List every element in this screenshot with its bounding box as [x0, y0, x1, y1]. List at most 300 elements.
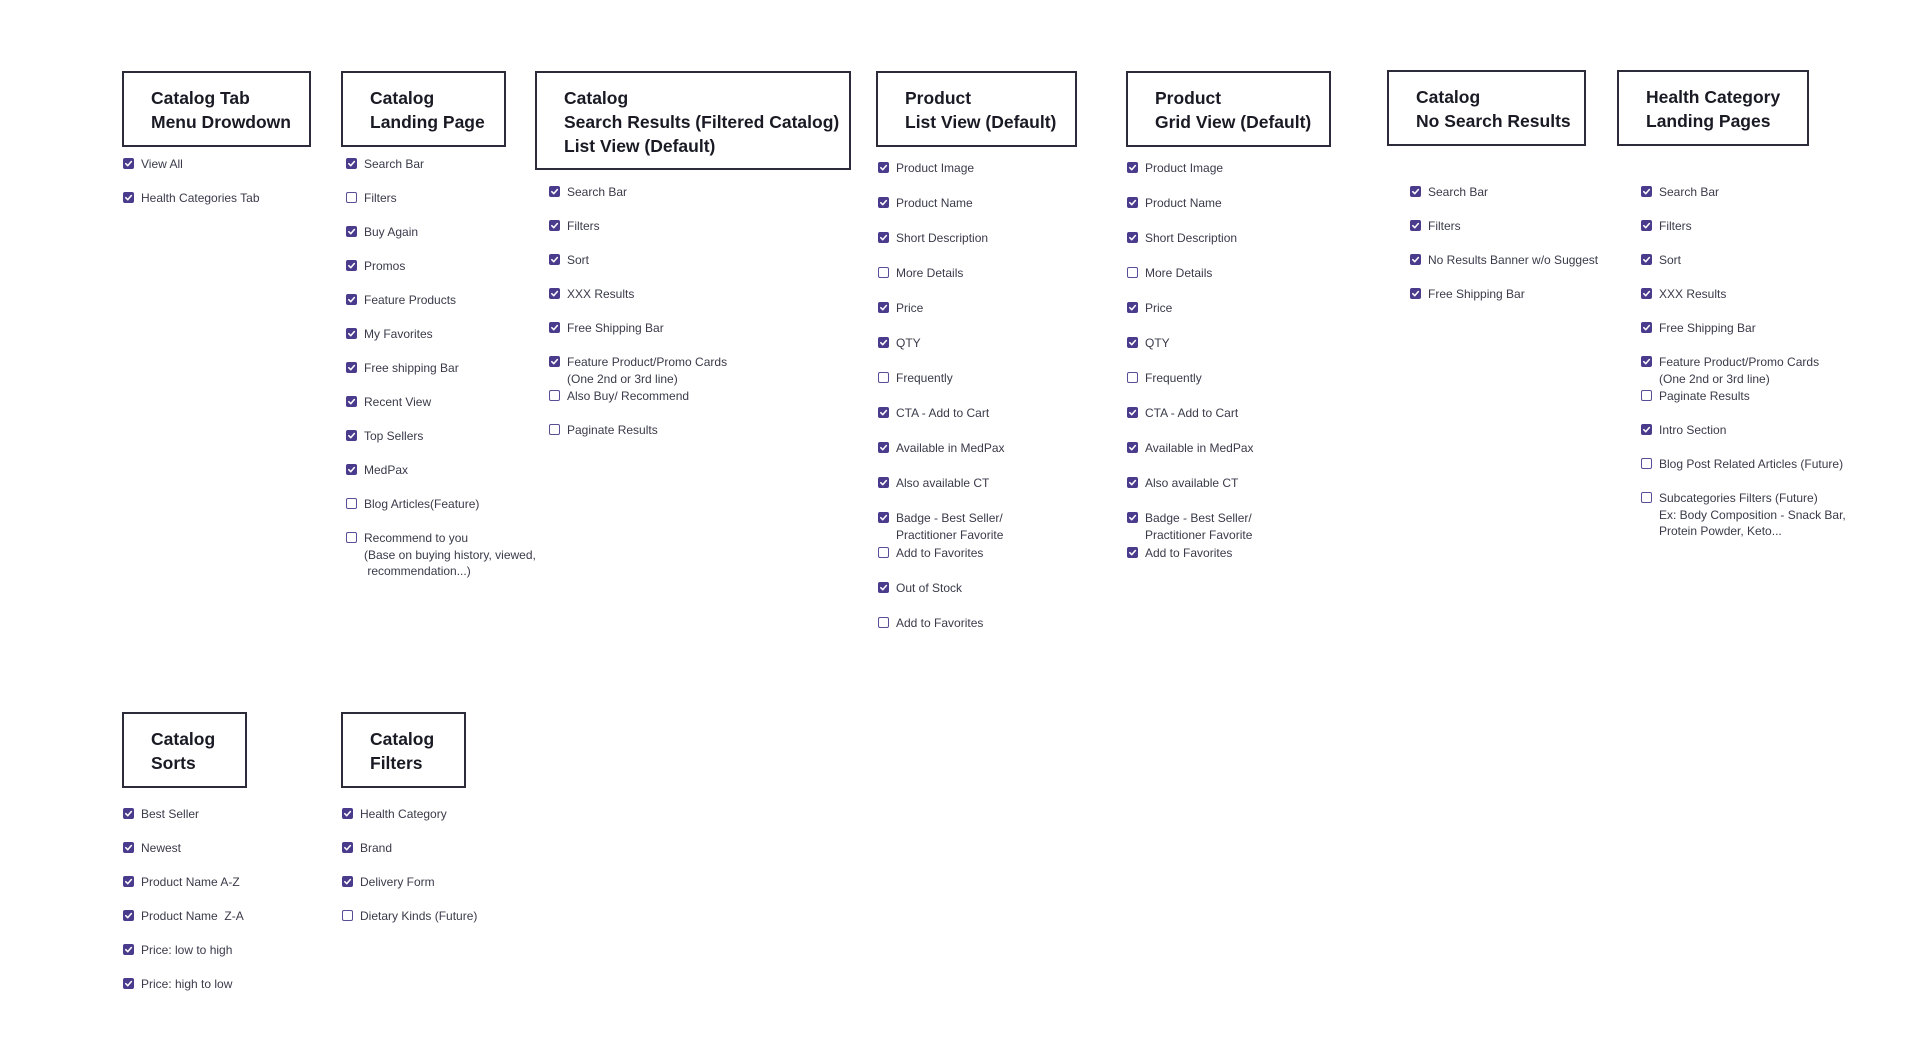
checklist-item-label-line: Price: low to high — [141, 943, 233, 957]
checklist-item-label-line: Feature Products — [364, 293, 457, 307]
checklist-item-label-line: My Favorites — [364, 327, 433, 341]
check-icon — [1411, 255, 1420, 264]
checklist-item-label — [896, 405, 989, 422]
checklist-item[interactable] — [878, 265, 963, 282]
check-icon — [1128, 233, 1137, 242]
checkbox-unchecked[interactable] — [1641, 458, 1652, 469]
checkbox-checked[interactable] — [123, 808, 134, 819]
section-title-catalog-sorts — [122, 712, 247, 788]
checklist-item[interactable] — [549, 388, 689, 405]
checklist-item-label-line: Frequently — [896, 371, 953, 385]
checklist-item[interactable] — [1127, 195, 1222, 212]
check-icon — [1128, 303, 1137, 312]
checklist-item[interactable] — [1641, 286, 1726, 303]
checklist-item[interactable] — [549, 354, 727, 387]
check-icon — [879, 408, 888, 417]
section-title-line: Product — [905, 88, 972, 108]
section-title-catalog-tab-menu-dropdown — [122, 71, 311, 147]
checklist-item-label — [1145, 475, 1238, 492]
check-icon — [879, 303, 888, 312]
checklist-item-label — [1659, 286, 1726, 303]
section-title-line: No Search Results — [1416, 111, 1571, 131]
checklist-item-label-line: Top Sellers — [364, 429, 424, 443]
checkbox-checked[interactable] — [1410, 220, 1421, 231]
check-icon — [879, 443, 888, 452]
checkbox-checked[interactable] — [342, 842, 353, 853]
section-title-line: List View (Default) — [905, 112, 1057, 132]
checklist-item-label — [1145, 335, 1170, 352]
checklist-item-label — [567, 354, 727, 387]
checklist-item[interactable] — [346, 292, 456, 309]
checklist-item-label — [360, 874, 435, 891]
checklist-item-label-line: Search Bar — [1659, 185, 1720, 199]
checklist-item[interactable] — [1641, 218, 1692, 235]
checklist-item-label — [141, 156, 183, 173]
checklist-item[interactable] — [342, 806, 447, 823]
checkbox-unchecked[interactable] — [346, 498, 357, 509]
checklist-item-label-line: Available in MedPax — [1145, 441, 1254, 455]
checklist-item-label-line: Product Name — [1145, 196, 1222, 210]
checklist-item-label — [1145, 195, 1222, 212]
checkbox-checked[interactable] — [1127, 337, 1138, 348]
checklist-item[interactable] — [878, 335, 921, 352]
checklist-item[interactable] — [878, 615, 983, 632]
checklist-item[interactable] — [123, 942, 232, 959]
checkbox-checked[interactable] — [1641, 424, 1652, 435]
checklist-item-label — [364, 224, 418, 241]
checklist-item[interactable] — [346, 360, 459, 377]
checklist-item-label-line: Free Shipping Bar — [1659, 321, 1756, 335]
checklist-item[interactable] — [123, 976, 232, 993]
checklist-item[interactable] — [878, 160, 974, 177]
check-icon — [1642, 323, 1651, 332]
checkbox-checked[interactable] — [878, 442, 889, 453]
checklist-item[interactable] — [1127, 265, 1212, 282]
checkbox-checked[interactable] — [1127, 407, 1138, 418]
check-icon — [347, 431, 356, 440]
checklist-item-label — [896, 580, 962, 597]
section-title-line: Sorts — [151, 753, 196, 773]
checklist-item-label-line: Short Description — [1145, 231, 1238, 245]
checklist-item-label-line: Badge - Best Seller/ — [896, 511, 1003, 525]
checklist-item-label-line: Badge - Best Seller/ — [1145, 511, 1252, 525]
section-title-line: List View (Default) — [564, 136, 716, 156]
checklist-item[interactable] — [346, 190, 397, 207]
checklist-item[interactable] — [549, 184, 627, 201]
checklist-item-label — [896, 335, 921, 352]
check-icon — [879, 198, 888, 207]
checklist-item-label-line: Short Description — [896, 231, 989, 245]
checkbox-checked[interactable] — [123, 158, 134, 169]
checklist-item[interactable] — [346, 530, 536, 580]
check-icon — [1642, 187, 1651, 196]
checklist-item-label — [896, 545, 983, 562]
checklist-item[interactable] — [549, 218, 600, 235]
checklist-item[interactable] — [1641, 184, 1719, 201]
checkbox-unchecked[interactable] — [1641, 390, 1652, 401]
checklist-item-label-line: Blog Articles(Feature) — [364, 497, 480, 511]
checklist-item[interactable] — [1127, 230, 1237, 247]
checkbox-checked[interactable] — [549, 186, 560, 197]
section-title-catalog-landing-page — [341, 71, 506, 147]
checklist-item-label-line: (One 2nd or 3rd line) — [1659, 371, 1770, 386]
checklist-item-label — [1659, 354, 1819, 387]
checklist-item[interactable] — [878, 405, 989, 422]
checklist-item-label — [1659, 320, 1756, 337]
checklist-item[interactable] — [342, 908, 477, 925]
checklist-item[interactable] — [878, 440, 1005, 457]
checklist-item[interactable] — [878, 230, 988, 247]
checkbox-unchecked[interactable] — [549, 390, 560, 401]
checklist-item-label — [1145, 160, 1223, 177]
checklist-item-label — [896, 440, 1005, 457]
checklist-item[interactable] — [346, 394, 431, 411]
checkbox-checked[interactable] — [123, 192, 134, 203]
checkbox-checked[interactable] — [1641, 356, 1652, 367]
checklist-item-label — [896, 265, 963, 282]
checklist-item[interactable] — [1127, 405, 1238, 422]
checkbox-checked[interactable] — [878, 477, 889, 488]
check-icon — [1642, 357, 1651, 366]
checklist-item-label-line: Also Buy/ Recommend — [567, 389, 690, 403]
checkbox-checked[interactable] — [878, 162, 889, 173]
checklist-item-label-line: Health Categories Tab — [141, 191, 260, 205]
checklist-item-label-line: QTY — [1145, 336, 1170, 350]
checklist-item[interactable] — [123, 840, 181, 857]
checklist-item[interactable] — [346, 326, 433, 343]
checklist-item[interactable] — [346, 156, 424, 173]
checkbox-checked[interactable] — [123, 876, 134, 887]
checklist-item[interactable] — [342, 840, 392, 857]
checklist-item[interactable] — [1127, 475, 1238, 492]
section-title-health-category-landing-pages — [1617, 70, 1809, 146]
check-icon — [124, 911, 133, 920]
check-icon — [347, 329, 356, 338]
checklist-item[interactable] — [878, 580, 962, 597]
checkbox-checked[interactable] — [1410, 254, 1421, 265]
checkbox-unchecked[interactable] — [878, 547, 889, 558]
checklist-item-label — [1428, 184, 1488, 201]
checkbox-checked[interactable] — [1127, 512, 1138, 523]
checkbox-checked[interactable] — [1127, 197, 1138, 208]
check-icon — [343, 877, 352, 886]
checkbox-checked[interactable] — [878, 512, 889, 523]
checkbox-checked[interactable] — [1641, 254, 1652, 265]
checkbox-checked[interactable] — [342, 876, 353, 887]
checklist-item[interactable] — [1127, 160, 1223, 177]
checklist-item[interactable] — [549, 422, 658, 439]
checkbox-checked[interactable] — [1641, 288, 1652, 299]
checkbox-checked[interactable] — [346, 362, 357, 373]
checkbox-checked[interactable] — [549, 220, 560, 231]
checklist-item-label — [1659, 388, 1750, 405]
checklist-item[interactable] — [1410, 286, 1525, 303]
checklist-item-label-line: Add to Favorites — [896, 546, 984, 560]
checklist-item[interactable] — [346, 462, 408, 479]
checklist-item[interactable] — [1641, 422, 1726, 439]
checklist-item-label-line: Feature Product/Promo Cards — [567, 355, 728, 369]
checkbox-checked[interactable] — [346, 294, 357, 305]
checklist-item[interactable] — [123, 190, 260, 207]
checklist-item-label-line: Dietary Kinds (Future) — [360, 909, 478, 923]
checklist-item-label-line: Brand — [360, 841, 393, 855]
checkbox-checked[interactable] — [878, 407, 889, 418]
checkbox-checked[interactable] — [346, 260, 357, 271]
checkbox-unchecked[interactable] — [549, 424, 560, 435]
checklist-item-label-line: Price — [896, 301, 924, 315]
checklist-item-label — [1145, 370, 1202, 387]
checklist-item-label — [896, 300, 923, 317]
checklist-item-label-line: Promos — [364, 259, 406, 273]
checkbox-checked[interactable] — [346, 226, 357, 237]
checkbox-unchecked[interactable] — [346, 192, 357, 203]
section-title-line: Health Category — [1646, 87, 1781, 107]
checklist-item-label — [364, 530, 536, 580]
checkbox-checked[interactable] — [346, 328, 357, 339]
checklist-item-label-line: Best Seller — [141, 807, 200, 821]
checkbox-checked[interactable] — [1127, 302, 1138, 313]
checkbox-unchecked[interactable] — [1127, 372, 1138, 383]
checklist-item[interactable] — [1127, 300, 1172, 317]
check-icon — [343, 809, 352, 818]
checklist-item-label-line: Filters — [567, 219, 600, 233]
check-icon — [124, 809, 133, 818]
checklist-item[interactable] — [123, 874, 240, 891]
check-icon — [879, 478, 888, 487]
checkbox-checked[interactable] — [123, 910, 134, 921]
checklist-item-label — [1145, 265, 1212, 282]
checklist-item-label — [141, 840, 181, 857]
checkbox-checked[interactable] — [342, 808, 353, 819]
check-icon — [124, 877, 133, 886]
checklist-item-label-line: Price: high to low — [141, 977, 233, 991]
checkbox-checked[interactable] — [1641, 186, 1652, 197]
checklist-item-label — [567, 184, 627, 201]
checklist-item[interactable] — [878, 510, 1003, 543]
checklist-item-label-line: Sort — [1659, 253, 1682, 267]
checkbox-checked[interactable] — [346, 396, 357, 407]
checklist-item-label — [1659, 218, 1692, 235]
checkbox-unchecked[interactable] — [342, 910, 353, 921]
checklist-item-label — [896, 475, 989, 492]
section-title-line: Catalog — [564, 88, 629, 108]
section-title-line: Catalog — [1416, 87, 1481, 107]
checkbox-checked[interactable] — [1127, 547, 1138, 558]
check-icon — [879, 233, 888, 242]
checklist-item-label — [1145, 300, 1172, 317]
checklist-item-label-line: XXX Results — [567, 287, 635, 301]
check-icon — [1642, 255, 1651, 264]
checklist-item[interactable] — [1641, 388, 1750, 405]
checkbox-checked[interactable] — [878, 197, 889, 208]
section-title-line: Product — [1155, 88, 1222, 108]
checklist-item[interactable] — [346, 258, 405, 275]
checkbox-checked[interactable] — [123, 978, 134, 989]
checkbox-unchecked[interactable] — [1127, 267, 1138, 278]
checklist-item-label-line: Filters — [1428, 219, 1461, 233]
checklist-item-label-line: Paginate Results — [1659, 389, 1750, 403]
checklist-item[interactable] — [346, 224, 418, 241]
check-icon — [124, 843, 133, 852]
section-title-line: Filters — [370, 753, 423, 773]
checklist-item[interactable] — [342, 874, 435, 891]
checkbox-checked[interactable] — [346, 158, 357, 169]
checklist-item-label-line: More Details — [1145, 266, 1213, 280]
check-icon — [343, 843, 352, 852]
checklist-item[interactable] — [123, 806, 199, 823]
checkbox-checked[interactable] — [549, 288, 560, 299]
checklist-item[interactable] — [1127, 510, 1252, 543]
checkbox-unchecked[interactable] — [346, 532, 357, 543]
checkbox-checked[interactable] — [1127, 442, 1138, 453]
checkbox-checked[interactable] — [346, 464, 357, 475]
checkbox-checked[interactable] — [1127, 477, 1138, 488]
check-icon — [1411, 221, 1420, 230]
checklist-item-label-line: More Details — [896, 266, 964, 280]
section-title-product-grid-view — [1126, 71, 1331, 147]
checklist-item[interactable] — [1641, 252, 1681, 269]
checkbox-checked[interactable] — [549, 322, 560, 333]
checklist-item[interactable] — [123, 156, 183, 173]
checklist-item-label-line: Free Shipping Bar — [567, 321, 664, 335]
checklist-item-label-line: Product Name A-Z — [141, 875, 240, 889]
check-icon — [550, 323, 559, 332]
checkbox-checked[interactable] — [878, 582, 889, 593]
checklist-item[interactable] — [1641, 354, 1819, 387]
check-icon — [550, 357, 559, 366]
checklist-item-label — [141, 976, 232, 993]
check-icon — [1642, 221, 1651, 230]
section-title-line: Catalog — [151, 729, 216, 749]
section-title-line: Landing Pages — [1646, 111, 1771, 131]
checklist-item[interactable] — [549, 286, 634, 303]
checklist-item-label — [364, 394, 431, 411]
section-title-catalog-no-search-results — [1387, 70, 1586, 146]
checkbox-unchecked[interactable] — [1641, 492, 1652, 503]
checklist-item-label-line: Delivery Form — [360, 875, 435, 889]
checklist-item-label-line: No Results Banner w/o Suggest — [1428, 253, 1599, 267]
checklist-item[interactable] — [878, 300, 923, 317]
checklist-item-label-line: Intro Section — [1659, 423, 1727, 437]
checkbox-unchecked[interactable] — [878, 617, 889, 628]
checklist-item[interactable] — [1127, 335, 1170, 352]
checklist-item[interactable] — [878, 195, 973, 212]
checklist-item-label-line: Newest — [141, 841, 182, 855]
checklist-item-label-line: Protein Powder, Keto... — [1659, 524, 1782, 538]
check-icon — [879, 338, 888, 347]
checklist-item[interactable] — [549, 320, 664, 337]
checklist-item-label — [364, 462, 408, 479]
checkbox-checked[interactable] — [878, 302, 889, 313]
checklist-item-label-line: Product Name — [896, 196, 973, 210]
checklist-item[interactable] — [1410, 252, 1598, 269]
checkbox-checked[interactable] — [1410, 288, 1421, 299]
checklist-item-label-line: MedPax — [364, 463, 409, 477]
section-title-line: Menu Drowdown — [151, 112, 291, 132]
checklist-item-label-line: (Base on buying history, viewed, — [364, 547, 536, 562]
check-icon — [1128, 443, 1137, 452]
checklist-item[interactable] — [549, 252, 589, 269]
check-icon — [550, 221, 559, 230]
checklist-item-label — [364, 190, 397, 207]
checklist-item[interactable] — [1641, 490, 1846, 540]
checklist-item-label — [1145, 545, 1232, 562]
checklist-item[interactable] — [346, 428, 423, 445]
checkbox-checked[interactable] — [878, 337, 889, 348]
checklist-item-label-line: Paginate Results — [567, 423, 658, 437]
checkbox-checked[interactable] — [123, 842, 134, 853]
checklist-item-label-line: Add to Favorites — [896, 616, 984, 630]
checklist-item-label — [1145, 510, 1252, 543]
checkbox-checked[interactable] — [346, 430, 357, 441]
checkbox-checked[interactable] — [123, 944, 134, 955]
checklist-item-label-line: Health Category — [360, 807, 447, 821]
checkbox-checked[interactable] — [1127, 232, 1138, 243]
checkbox-unchecked[interactable] — [878, 372, 889, 383]
checkbox-checked[interactable] — [549, 254, 560, 265]
checklist-item[interactable] — [1410, 218, 1461, 235]
checklist-item-label — [567, 286, 634, 303]
checklist-item-label — [1659, 252, 1681, 269]
checkbox-checked[interactable] — [1641, 220, 1652, 231]
check-icon — [1128, 478, 1137, 487]
checklist-item[interactable] — [1410, 184, 1488, 201]
checklist-item[interactable] — [1127, 545, 1232, 562]
checklist-item-label-line: Add to Favorites — [1145, 546, 1233, 560]
checkbox-checked[interactable] — [878, 232, 889, 243]
section-title-line: Grid View (Default) — [1155, 112, 1312, 132]
checklist-item-label — [360, 908, 477, 925]
checklist-item[interactable] — [1127, 370, 1202, 387]
checklist-item[interactable] — [878, 370, 953, 387]
checklist-item[interactable] — [346, 496, 479, 513]
checklist-item-label-line: Also available CT — [1145, 476, 1239, 490]
checklist-item-label — [364, 360, 459, 377]
checklist-item-label-line: Sort — [567, 253, 590, 267]
checklist-item[interactable] — [878, 545, 983, 562]
checklist-item[interactable] — [1641, 456, 1843, 473]
checklist-item-label-line: Recommend to you — [364, 531, 469, 545]
checklist-item[interactable] — [878, 475, 989, 492]
checklist-item-label — [364, 496, 479, 513]
checklist-item[interactable] — [123, 908, 244, 925]
check-icon — [347, 397, 356, 406]
checkbox-checked[interactable] — [1127, 162, 1138, 173]
section-title-line: Catalog — [370, 88, 435, 108]
checklist-item-label-line: XXX Results — [1659, 287, 1727, 301]
checklist-item-label-line: Also available CT — [896, 476, 990, 490]
checklist-item-label — [567, 218, 600, 235]
checkbox-unchecked[interactable] — [878, 267, 889, 278]
checklist-item-label-line: View All — [141, 157, 183, 171]
checklist-item[interactable] — [1641, 320, 1756, 337]
checklist-item-label — [360, 840, 392, 857]
checklist-item-label — [364, 258, 405, 275]
checklist-item-label — [896, 160, 974, 177]
checklist-item-label — [1659, 422, 1726, 439]
checklist-item-label-line: Search Bar — [567, 185, 628, 199]
checkbox-checked[interactable] — [1641, 322, 1652, 333]
checkbox-checked[interactable] — [1410, 186, 1421, 197]
checklist-item-label — [364, 428, 423, 445]
section-title-catalog-filters — [341, 712, 466, 788]
checklist-item-label-line: Filters — [1659, 219, 1692, 233]
checklist-item[interactable] — [1127, 440, 1254, 457]
checklist-item-label — [896, 370, 953, 387]
check-icon — [1128, 408, 1137, 417]
checklist-item-label-line: Available in MedPax — [896, 441, 1005, 455]
checkbox-checked[interactable] — [549, 356, 560, 367]
